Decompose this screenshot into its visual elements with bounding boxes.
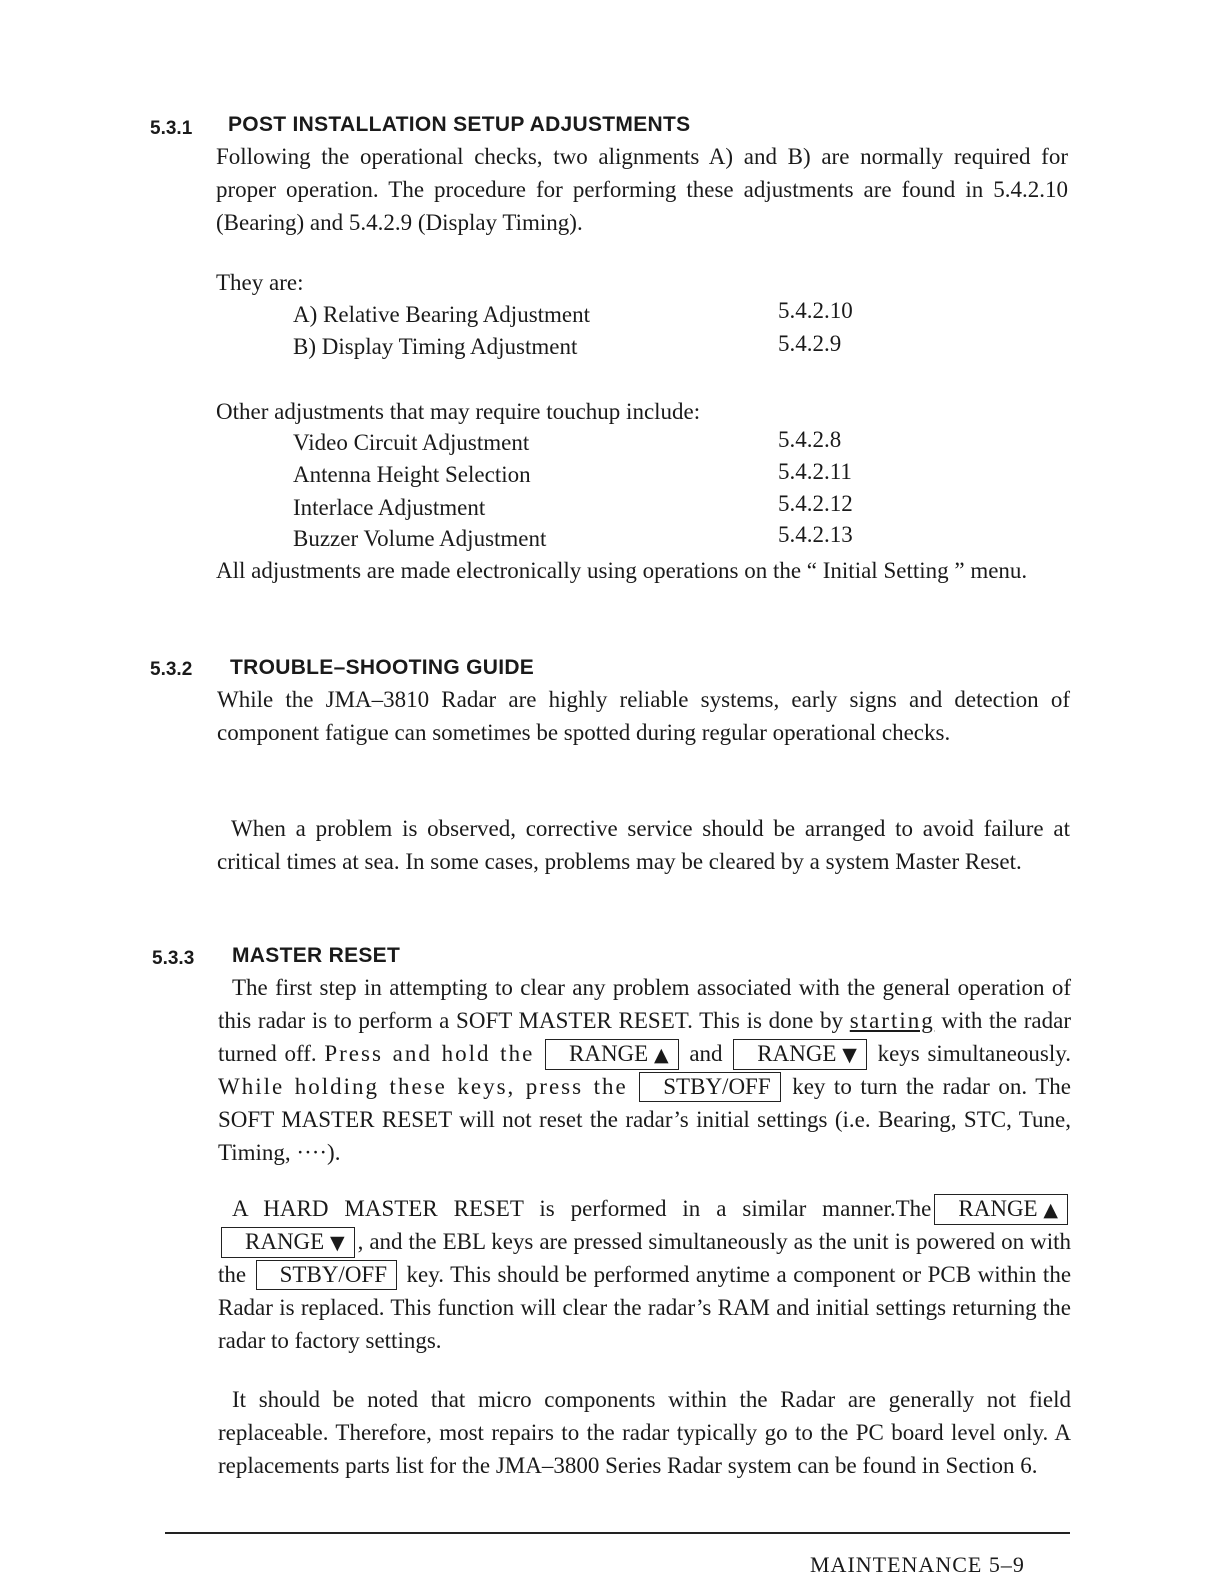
text-run: and — [689, 1041, 723, 1066]
hard-reset-paragraph — [218, 1192, 1071, 1357]
text-run: key to turn the radar on. The SOFT MASTER RESET will not reset the radar’s initial settings (i.e. Bearing, STC, Tune, Timing, ····). — [218, 1074, 1072, 1165]
list-item-ref: 5.4.2.8 — [778, 427, 842, 452]
section-intro: Following the operational checks, two alignments A) and B) are normally required for proper operation. The procedure for performing these adjustments are found in 5.4.2.10 (Bearing) and 5.4.2.9 (Display Timing). — [216, 144, 1068, 235]
range-down-key — [221, 1227, 355, 1258]
list-item-label: Interlace Adjustment — [293, 495, 486, 520]
stby-off-key: STBY/OFF — [639, 1072, 780, 1102]
down-arrow-icon: ▼ — [842, 1044, 857, 1066]
list-item-label: Video Circuit Adjustment — [293, 430, 530, 455]
list-item-label: Buzzer Volume Adjustment — [293, 526, 547, 551]
section-paragraph: When a problem is observed, corrective service should be arranged to avoid failure at critical times at sea. In some cases, problems may be cleared by a system Master Reset. — [217, 816, 1070, 874]
range-up-key — [545, 1039, 679, 1070]
range-down-key — [733, 1039, 867, 1070]
key-label: RANGE — [958, 1196, 1038, 1221]
section-title: TROUBLE–SHOOTING GUIDE — [230, 656, 535, 679]
page-footer: MAINTENANCE 5–9 — [810, 1552, 1025, 1577]
list-heading: Other adjustments that may require touchup include: — [216, 399, 701, 424]
up-arrow-icon: ▲ — [1043, 1199, 1058, 1221]
text-run: key. This should be performed anytime a component or PCB within the Radar is replaced. This function will clear the radar’s RAM and initial settings returning the radar to factory settings. — [218, 1262, 1072, 1353]
section-number: 5.3.2 — [150, 659, 193, 680]
list-item-ref: 5.4.2.13 — [778, 522, 853, 547]
section-number: 5.3.3 — [152, 948, 195, 969]
section-paragraph: While the JMA–3810 Radar are highly reliable systems, early signs and detection of component fatigue can sometimes be spotted during regular operational checks. — [217, 687, 1070, 745]
section-number: 5.3.1 — [150, 118, 193, 139]
section-title: POST INSTALLATION SETUP ADJUSTMENTS — [228, 113, 691, 136]
text-run: The first step in attempting to clear any problem associated with the general operation of this radar is to perform a SOFT MASTER RESET. This is done by — [218, 975, 1071, 1033]
stby-off-key: STBY/OFF — [256, 1260, 397, 1290]
list-item-label: A) Relative Bearing Adjustment — [293, 302, 591, 327]
section-title: MASTER RESET — [232, 944, 401, 967]
list-item-label: Antenna Height Selection — [293, 462, 531, 487]
key-label: RANGE — [245, 1229, 325, 1254]
list-item-ref: 5.4.2.9 — [778, 331, 842, 356]
section-closing: All adjustments are made electronically using operations on the “ Initial Setting ” menu. — [216, 558, 1028, 583]
down-arrow-icon: ▼ — [329, 1232, 345, 1254]
text-run: Press and hold the — [324, 1041, 535, 1066]
text-run: keys simultaneously. — [877, 1041, 1071, 1066]
section-paragraph: It should be noted that micro components within the Radar are generally not field replaceable. Therefore, most repairs to the radar typically go to the PC board level only. A replacements parts list for the JMA–3800 Series Radar system can be found in Section 6. — [218, 1387, 1071, 1478]
text-run: While holding these keys, press the — [218, 1074, 628, 1099]
key-label: RANGE — [569, 1041, 649, 1066]
list-heading: They are: — [216, 270, 304, 295]
key-label: RANGE — [757, 1041, 837, 1066]
list-item-ref: 5.4.2.12 — [778, 491, 853, 516]
up-arrow-icon: ▲ — [653, 1044, 669, 1066]
master-reset-paragraph — [218, 971, 1071, 1169]
list-item-ref: 5.4.2.10 — [778, 298, 853, 323]
list-item-label: B) Display Timing Adjustment — [293, 334, 578, 359]
list-item-ref: 5.4.2.11 — [778, 459, 852, 484]
footer-rule — [165, 1532, 1070, 1534]
text-run: A HARD MASTER RESET is performed in a similar manner.The — [232, 1196, 932, 1221]
text-run: with the radar turned off. — [218, 1008, 1072, 1066]
text-run: starting — [849, 1008, 935, 1033]
range-up-key — [934, 1194, 1068, 1225]
text-run: , and the EBL keys are pressed simultaneously as the unit is powered on with the — [218, 1229, 1071, 1287]
